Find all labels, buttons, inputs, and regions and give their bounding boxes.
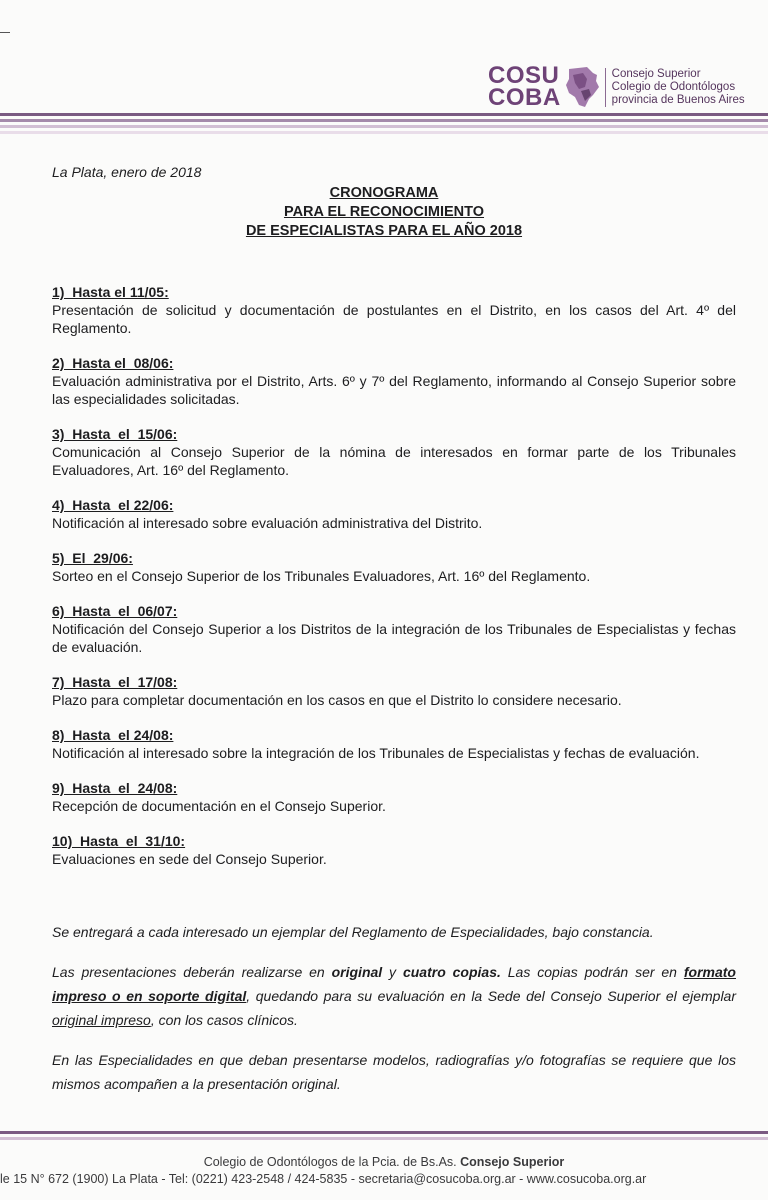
- schedule-item: [52, 425, 736, 479]
- schedule-item-text: Recepción de documentación en el Consejo Superior.: [52, 798, 386, 814]
- schedule-item: [52, 779, 736, 815]
- notes-section: [52, 920, 736, 1112]
- note-reglamento: Se entregará a cada interesado un ejemplar del Reglamento de Especialidades, bajo constancia.: [52, 924, 654, 940]
- schedule-item-heading: 2) Hasta el 08/06:: [52, 355, 174, 371]
- schedule-item: [52, 726, 736, 762]
- logo-word-bottom: COBA: [488, 84, 561, 111]
- document-title: [0, 184, 768, 241]
- schedule-item-heading: 7) Hasta el 17/08:: [52, 674, 178, 690]
- note-underlined: original impreso: [52, 1012, 151, 1028]
- schedule-item-text: Notificación al interesado sobre la integración de los Tribunales de Especialistas y fechas de evaluación.: [52, 745, 700, 761]
- title-line-2: PARA EL RECONOCIMIENTO: [283, 204, 485, 220]
- title-line-3: DE ESPECIALISTAS PARA EL AÑO 2018: [245, 223, 523, 239]
- footer-institution-text: Colegio de Odontólogos de la Pcia. de Bs.As.: [203, 1155, 461, 1169]
- logo-wordmark: [488, 62, 561, 111]
- footer-institution: [0, 1155, 768, 1169]
- footer-stripes: [0, 1131, 768, 1143]
- schedule-item-text: Notificación al interesado sobre evaluación administrativa del Distrito.: [52, 515, 483, 531]
- schedule-list: [52, 283, 736, 885]
- schedule-item-heading: 4) Hasta el 22/06:: [52, 497, 174, 513]
- note-presentaciones: [52, 960, 736, 1032]
- note-text: , con los casos clínicos.: [150, 1012, 298, 1028]
- schedule-item-text: Notificación del Consejo Superior a los Distritos de la integración de los Tribunales de Especialistas y fechas de evaluación.: [52, 621, 736, 655]
- schedule-item: [52, 283, 736, 337]
- schedule-item-text: Evaluaciones en sede del Consejo Superior.: [52, 851, 327, 867]
- schedule-item-text: Plazo para completar documentación en los casos en que el Distrito lo considere necesario.: [52, 692, 622, 708]
- note-emphasis: cuatro copias.: [402, 964, 501, 980]
- note-text: , quedando para su evaluación en la Sede del Consejo Superior el ejemplar: [246, 988, 736, 1004]
- note-emphasis: formato impreso o en soporte digital: [52, 964, 736, 1004]
- schedule-item: [52, 832, 736, 868]
- note-emphasis: original: [331, 964, 383, 980]
- note-modelos: En las Especialidades en que deban presentarse modelos, radiografías y/o fotografías se requiere que los mismos acompañen a la presentación original.: [52, 1052, 736, 1092]
- schedule-item-heading: 3) Hasta el 15/06:: [52, 426, 178, 442]
- logo-word-top: COSU: [488, 62, 560, 89]
- header-stripes: [0, 113, 768, 137]
- schedule-item: [52, 354, 736, 408]
- province-map-icon: [563, 65, 601, 109]
- schedule-item-text: Sorteo en el Consejo Superior de los Tribunales Evaluadores, Art. 16º del Reglamento.: [52, 568, 591, 584]
- document-date: La Plata, enero de 2018: [52, 164, 202, 180]
- schedule-item-heading: 1) Hasta el 11/05:: [52, 284, 169, 300]
- schedule-item: [52, 496, 736, 532]
- schedule-item-heading: 10) Hasta el 31/10:: [52, 833, 186, 849]
- note-text: Las copias podrán ser en: [500, 964, 684, 980]
- logo-line-3: provincia de Buenos Aires: [611, 93, 745, 106]
- schedule-item-heading: 9) Hasta el 24/08:: [52, 780, 178, 796]
- footer-institution-bold: Consejo Superior: [460, 1155, 565, 1169]
- schedule-item-text: Presentación de solicitud y documentación de postulantes en el Distrito, en los casos del Art. 4º del Reglamento.: [52, 302, 736, 336]
- title-line-1: CRONOGRAMA: [329, 185, 439, 201]
- schedule-item-heading: 5) El 29/06:: [52, 550, 133, 566]
- schedule-item: [52, 549, 736, 585]
- logo-line-2: Colegio de Odontólogos: [611, 80, 736, 93]
- schedule-item-heading: 8) Hasta el 24/08:: [52, 727, 174, 743]
- note-text: Las presentaciones deberán realizarse en: [52, 964, 332, 980]
- scan-mark: [0, 32, 10, 33]
- footer-contact: le 15 N° 672 (1900) La Plata - Tel: (0221) 423-2548 / 424-5835 - secretaria@cosucoba.org.ar - www.cosucoba.org.ar: [0, 1172, 647, 1186]
- schedule-item-heading: 6) Hasta el 06/07:: [52, 603, 178, 619]
- schedule-item-text: Comunicación al Consejo Superior de la nómina de interesados en formar parte de los Tribunales Evaluadores, Art. 16º del Reglamento.: [52, 444, 736, 478]
- cosucoba-logo: [488, 64, 745, 110]
- schedule-item: [52, 602, 736, 656]
- logo-line-1: Consejo Superior: [611, 67, 701, 80]
- schedule-item-text: Evaluación administrativa por el Distrito, Arts. 6º y 7º del Reglamento, informando al Consejo Superior sobre las especialidades solicitadas.: [52, 373, 736, 407]
- note-text: y: [382, 964, 403, 980]
- logo-caption: [605, 68, 745, 107]
- schedule-item: [52, 673, 736, 709]
